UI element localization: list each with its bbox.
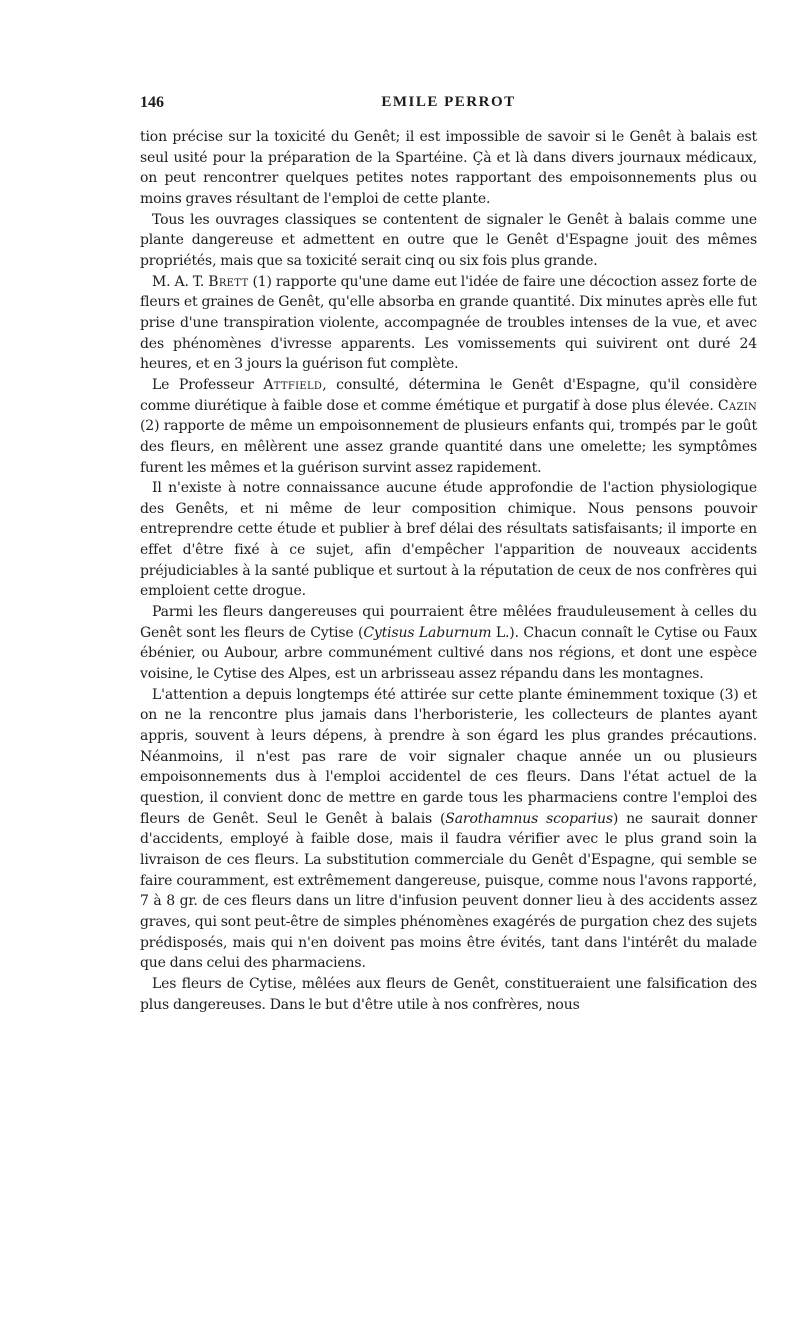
- paragraph-4-rest: (2) rapporte de même un empoisonnement de plusieurs enfants qui, trompés par le goût des fleurs, en mêlèrent une assez grande quantité dans une omelette; les symptômes furent les mêmes et la guérison survint assez rapidement.: [140, 418, 757, 476]
- paragraph-6-rest: L.). Chacun connaît le Cytise ou Faux ébénier, ou Aubour, arbre communément cultivé dans nos régions, et dont une espèce voisine, le Cytise des Alpes, est un arbrisseau assez répandu dans les montagnes.: [140, 624, 757, 683]
- author-name-brett: Brett: [208, 273, 249, 290]
- paragraph-4: [140, 375, 757, 478]
- paragraph-7-lead: L'attention a depuis longtemps été attirée sur cette plante éminemment toxique (3) et on ne la rencontre plus jamais dans l'herboristerie, les collecteurs de plantes ayant appris, souvent à leurs dépens, à prendre à son égard les plus grandes précautions. Néanmoins, il n'est pas rare de voir signaler chaque année un ou plusieurs empoisonnements dus à l'emploi accidentel de ces fleurs. Dans l'état actuel de la question, il convient donc de mettre en garde tous les pharmaciens contre l'emploi des fleurs de Genêt. Seul le Genêt à balais (: [140, 686, 757, 827]
- page-number: 146: [140, 94, 164, 111]
- paragraph-6-lead: Parmi les fleurs dangereuses qui pourraient être mêlées frauduleusement à celles du Genêt sont les fleurs de Cytise (: [140, 604, 757, 641]
- paragraph-4-mid: , consulté, détermina le Genêt d'Espagne, qu'il considère comme diurétique à faible dose et comme émétique et purgatif à dose plus élevée.: [140, 376, 757, 414]
- paragraph-3: [140, 272, 757, 375]
- running-head: EMILE PERROT: [381, 94, 516, 110]
- author-name-cazin: Cazin: [717, 397, 757, 414]
- latin-name-cytisus: Cytisus Laburnum: [363, 624, 492, 641]
- paragraph-4-lead: Le Professeur: [152, 376, 264, 393]
- paragraph-6: [140, 602, 757, 685]
- author-name-attfield: Attfield: [263, 376, 323, 393]
- paragraph-2: Tous les ouvrages classiques se contentent de signaler le Genêt à balais comme une plante dangereuse et admettent en outre que le Genêt d'Espagne jouit des mêmes propriétés, mais que sa toxicité serait cinq ou six fois plus grande.: [140, 211, 757, 269]
- paragraph-7: [140, 685, 757, 974]
- paragraph-3-rest: (1) rapporte qu'une dame eut l'idée de faire une décoction assez forte de fleurs et graines de Genêt, qu'elle absorba en grande quantité. Dix minutes après elle fut prise d'une transpiration violente, accompagnée de troubles intenses de la vue, et avec des phénomènes d'ivresse apparents. Les vomissements qui suivirent ont duré 24 heures, et en 3 jours la guérison fut complète.: [140, 273, 757, 373]
- body-text: [140, 127, 757, 1015]
- paragraph-3-lead: M. A. T.: [152, 273, 209, 290]
- paragraph-8: Les fleurs de Cytise, mêlées aux fleurs de Genêt, constitueraient une falsification des plus dangereuses. Dans le but d'être utile à nos confrères, nous: [140, 975, 757, 1013]
- paragraph-1: tion précise sur la toxicité du Genêt; il est impossible de savoir si le Genêt à balais est seul usité pour la préparation de la Spartéine. Çà et là dans divers journaux médicaux, on peut rencontrer quelques petites notes rapportant des empoisonnements plus ou moins graves résultant de l'emploi de cette plante.: [140, 129, 757, 207]
- paragraph-5: Il n'existe à notre connaissance aucune étude approfondie de l'action physiologique des Genêts, et ni même de leur composition chimique. Nous pensons pouvoir entreprendre cette étude et publier à bref délai des résultats satisfaisants; il importe en effet d'être fixé à ce sujet, afin d'empêcher l'apparition de nouveaux accidents préjudiciables à la santé publique et surtout à la réputation de ceux de nos confrères qui emploient cette drogue.: [140, 480, 757, 600]
- latin-name-sarothamnus: Sarothamnus scoparius: [445, 810, 613, 827]
- page-header: [140, 94, 757, 116]
- paragraph-7-rest: ) ne saurait donner d'accidents, employé à faible dose, mais il faudra vérifier avec le plus grand soin la livraison de ces fleurs. La substitution commerciale du Genêt d'Espagne, qui semble se faire couramment, est extrêmement dangereuse, puisque, comme nous l'avons rapporté, 7 à 8 gr. de ces fleurs dans un litre d'infusion peuvent donner lieu à des accidents assez graves, qui sont peut-être de simples phénomènes exagérés de purgation chez des sujets prédisposés, mais qui n'en doivent pas moins être évités, tant dans l'intérêt du malade que dans celui des pharmaciens.: [140, 810, 758, 972]
